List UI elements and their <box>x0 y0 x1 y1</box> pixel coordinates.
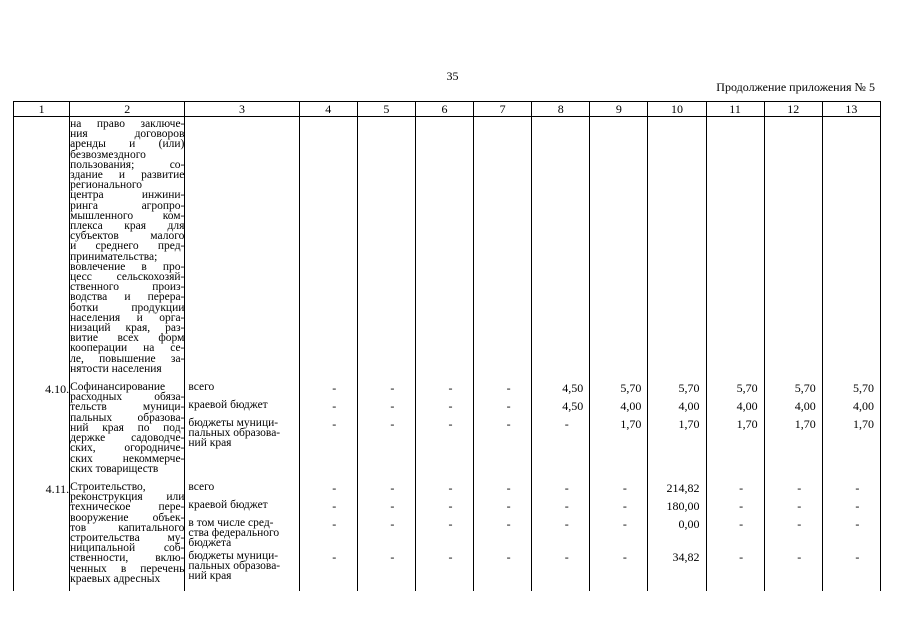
cell-value: - <box>622 498 627 513</box>
spacer-cell <box>299 474 357 482</box>
carry-over-line: мышленного ком- <box>70 209 185 222</box>
carry-over-line: центра инжини- <box>70 189 185 202</box>
cell-value: - <box>797 549 802 564</box>
carry-over-line: здание и развитие <box>70 169 185 182</box>
value-column-5 <box>357 482 415 591</box>
cell-value: 1,70 <box>678 417 700 432</box>
spacer-cell <box>357 374 415 382</box>
value-column-7 <box>474 382 532 474</box>
activity-index: 4.10. <box>14 382 70 474</box>
funding-source-label: ства федерального <box>188 527 280 540</box>
column-header-3: 3 <box>185 102 299 117</box>
funding-source <box>185 551 298 591</box>
cell-value: - <box>506 417 511 432</box>
column-header-13: 13 <box>822 102 880 117</box>
activity-name-line: ственности, вклю- <box>70 552 185 565</box>
value-column-12 <box>764 382 822 474</box>
carry-over-line: пользования; со- <box>70 158 185 171</box>
cell-value: - <box>739 480 744 495</box>
cell-value: - <box>448 399 453 414</box>
spacer-cell <box>415 474 473 482</box>
activity-name-line: ских товариществ <box>70 462 159 475</box>
column-header-12: 12 <box>764 102 822 117</box>
cell-value: - <box>564 549 569 564</box>
spacer-cell <box>590 474 648 482</box>
cell-value: - <box>390 381 395 396</box>
cell-value: - <box>622 549 627 564</box>
carry-over-line: населения и орга- <box>70 311 185 324</box>
value-column-4 <box>299 482 357 591</box>
carry-over-line: аренды и (или) <box>70 138 185 151</box>
spacer-cell <box>357 474 415 482</box>
cell-value: - <box>797 498 802 513</box>
cell-value: - <box>797 516 802 531</box>
carry-over-line: водства и перера- <box>70 291 185 304</box>
activity-name-line: краевых адресных <box>70 572 161 585</box>
page-number: 35 <box>446 69 459 83</box>
cell-value: - <box>332 549 337 564</box>
carry-over-line: субъектов малого <box>70 230 185 243</box>
cell-value: - <box>506 498 511 513</box>
activity-name-line: строительства му- <box>70 531 185 544</box>
activity-name-line: техническое пере- <box>70 501 185 514</box>
cell-value: - <box>448 498 453 513</box>
activity-name-line: вооружение объек- <box>70 511 185 524</box>
activity-row <box>14 482 881 591</box>
cell-value: - <box>739 498 744 513</box>
cell-value: - <box>390 549 395 564</box>
spacer-cell <box>299 374 357 382</box>
cell-value: 5,70 <box>736 381 758 396</box>
value-column-12 <box>764 482 822 591</box>
cell-value: - <box>506 480 511 495</box>
funding-source-column <box>185 482 299 591</box>
cell-value: 34,82 <box>672 549 700 564</box>
carry-over-line: цесс сельскохозяй- <box>70 271 185 284</box>
activity-name-line: держке садоводче- <box>70 432 185 445</box>
cell-value: 4,00 <box>794 399 816 414</box>
carry-over-line: и среднего пред- <box>70 240 185 253</box>
carry-over-empty-cell <box>474 117 532 375</box>
carry-over-line: низаций края, раз- <box>70 322 185 335</box>
funding-source <box>185 400 298 418</box>
cell-value: - <box>855 549 860 564</box>
value-column-8 <box>532 382 590 474</box>
value-column-8 <box>532 482 590 591</box>
cell-value: - <box>797 480 802 495</box>
column-header-4: 4 <box>299 102 357 117</box>
cell-value: - <box>739 516 744 531</box>
cell-value: - <box>506 381 511 396</box>
funding-source-label: в том числе сред- <box>188 516 274 529</box>
cell-value: - <box>332 480 337 495</box>
value-column-11 <box>706 482 764 591</box>
cell-value: 1,70 <box>794 417 816 432</box>
cell-value: - <box>448 480 453 495</box>
cell-value: - <box>506 399 511 414</box>
value-column-7 <box>474 482 532 591</box>
funding-source <box>185 518 298 551</box>
carry-over-line: ботки продукции <box>70 301 185 314</box>
cell-value: - <box>855 516 860 531</box>
funding-source <box>185 500 298 518</box>
activity-name-line: ний края по под- <box>70 421 185 434</box>
carry-over-line: вовлечение в про- <box>70 260 185 273</box>
cell-value: - <box>390 498 395 513</box>
cell-value: 214,82 <box>666 480 700 495</box>
spacer-cell <box>474 474 532 482</box>
carry-over-line: безвозмездного <box>70 148 146 161</box>
value-column-9 <box>590 482 648 591</box>
funding-source-column <box>185 382 299 474</box>
carry-over-line: нятости населения <box>70 362 162 375</box>
cell-value: 1,70 <box>736 417 758 432</box>
funding-source-label: всего <box>188 480 215 493</box>
activity-name-line: ских некоммерче- <box>70 452 185 465</box>
cell-value: 180,00 <box>666 498 700 513</box>
cell-value: - <box>506 549 511 564</box>
funding-source-label: бюджеты муници- <box>188 549 279 562</box>
carry-over-empty-cell <box>590 117 648 375</box>
cell-value: 1,70 <box>620 417 642 432</box>
funding-source-label: пальных образова- <box>188 427 281 440</box>
table-body <box>14 117 881 591</box>
value-column-13 <box>822 382 880 474</box>
cell-value: - <box>332 498 337 513</box>
activity-name-line: Строительство, <box>70 480 146 493</box>
cell-value: - <box>564 417 569 432</box>
cell-value: 4,00 <box>620 399 642 414</box>
activity-name-line: Софинансирование <box>70 381 166 394</box>
cell-value: 4,50 <box>562 399 584 414</box>
spacer-cell <box>14 474 70 482</box>
funding-source-label: ний края <box>188 437 232 450</box>
carry-over-empty-cell <box>648 117 706 375</box>
activity-name <box>70 382 185 474</box>
column-header-8: 8 <box>532 102 590 117</box>
carry-over-line: принимательства; <box>70 250 158 263</box>
carry-over-index-cell <box>14 117 70 375</box>
cell-value: 5,70 <box>853 381 874 396</box>
cell-value: - <box>448 516 453 531</box>
activity-name-line: реконструкция или <box>70 491 185 504</box>
funding-source-label: краевой бюджет <box>188 399 268 412</box>
activity-row <box>14 382 881 474</box>
column-header-1: 1 <box>14 102 70 117</box>
column-header-6: 6 <box>415 102 473 117</box>
carry-over-description <box>70 117 185 375</box>
activity-name-line: ских, огородниче- <box>70 442 185 455</box>
activity-name-line: ченных в перечень <box>70 562 185 575</box>
funding-source-label: всего <box>188 381 215 394</box>
cell-value: 5,70 <box>620 381 642 396</box>
activity-name-line: ниципальной соб- <box>70 542 185 555</box>
value-column-10 <box>648 482 706 591</box>
carry-over-line: витие всех форм <box>70 332 185 345</box>
column-header-2: 2 <box>70 102 185 117</box>
carry-over-line: ственного произ- <box>70 281 185 294</box>
column-header-9: 9 <box>590 102 648 117</box>
column-header-11: 11 <box>706 102 764 117</box>
carry-over-line: плекса края для <box>70 220 185 233</box>
activity-name <box>70 482 185 591</box>
carry-over-empty-cell <box>532 117 590 375</box>
carry-over-empty-cell <box>299 117 357 375</box>
cell-value: - <box>390 516 395 531</box>
carry-over-empty-cell <box>822 117 880 375</box>
value-column-4 <box>299 382 357 474</box>
cell-value: 5,70 <box>678 381 700 396</box>
funding-source-label: бюджета <box>188 537 232 550</box>
activity-name-line: тельств муници- <box>70 401 185 414</box>
carry-over-empty-cell <box>185 117 299 375</box>
activity-name-line: пальных образова- <box>70 411 185 424</box>
cell-value: - <box>448 417 453 432</box>
cell-value: - <box>622 480 627 495</box>
activity-index: 4.11. <box>14 482 70 591</box>
spacer-cell <box>14 374 70 382</box>
activity-name-line: расходных обяза- <box>70 391 185 404</box>
cell-value: 4,00 <box>736 399 758 414</box>
cell-value: - <box>739 549 744 564</box>
carry-over-line: ринга агропро- <box>70 199 185 212</box>
column-header-10: 10 <box>648 102 706 117</box>
cell-value: 0,00 <box>678 516 700 531</box>
cell-value: - <box>448 381 453 396</box>
carry-over-row <box>14 117 881 375</box>
cell-value: 1,70 <box>853 417 874 432</box>
spacer-cell <box>415 374 473 382</box>
value-column-9 <box>590 382 648 474</box>
cell-value: 4,50 <box>562 381 584 396</box>
cell-value: - <box>332 516 337 531</box>
activity-name-line: тов капитального <box>70 521 185 534</box>
funding-source-label: бюджеты муници- <box>188 417 279 430</box>
funding-source <box>185 482 298 500</box>
carry-over-empty-cell <box>764 117 822 375</box>
spacer-cell <box>532 474 590 482</box>
funding-source-label: краевой бюджет <box>188 498 268 511</box>
program-activities-table <box>13 101 881 591</box>
cell-value: - <box>390 417 395 432</box>
value-column-11 <box>706 382 764 474</box>
cell-value: - <box>332 417 337 432</box>
carry-over-line: ле, повышение за- <box>70 352 185 365</box>
value-column-13 <box>822 482 880 591</box>
cell-value: - <box>448 549 453 564</box>
funding-source-label: пальных образова- <box>188 560 281 573</box>
value-column-5 <box>357 382 415 474</box>
cell-value: - <box>564 480 569 495</box>
cell-value: - <box>564 498 569 513</box>
funding-source-label: ний края <box>188 570 232 583</box>
carry-over-line: регионального <box>70 179 143 192</box>
carry-over-line: ния договоров <box>70 128 185 141</box>
spacer-cell <box>764 474 822 482</box>
cell-value: 4,00 <box>678 399 700 414</box>
cell-value: - <box>855 498 860 513</box>
column-number-header-row <box>14 102 881 117</box>
value-column-6 <box>415 382 473 474</box>
cell-value: - <box>390 480 395 495</box>
spacer-cell <box>706 474 764 482</box>
carry-over-line: на право заключе- <box>70 118 185 130</box>
funding-source <box>185 382 298 400</box>
cell-value: 4,00 <box>853 399 874 414</box>
column-header-7: 7 <box>474 102 532 117</box>
value-column-6 <box>415 482 473 591</box>
cell-value: - <box>332 399 337 414</box>
spacer-cell <box>822 474 880 482</box>
spacer-cell <box>474 374 532 382</box>
column-header-5: 5 <box>357 102 415 117</box>
cell-value: - <box>564 516 569 531</box>
carry-over-empty-cell <box>357 117 415 375</box>
carry-over-empty-cell <box>706 117 764 375</box>
cell-value: - <box>855 480 860 495</box>
cell-value: 5,70 <box>794 381 816 396</box>
cell-value: - <box>332 381 337 396</box>
value-column-10 <box>648 382 706 474</box>
cell-value: - <box>506 516 511 531</box>
funding-source <box>185 418 298 458</box>
carry-over-line: кооперации на се- <box>70 342 185 355</box>
carry-over-empty-cell <box>415 117 473 375</box>
appendix-continuation-label: Продолжение приложения № 5 <box>716 80 875 94</box>
cell-value: - <box>622 516 627 531</box>
cell-value: - <box>390 399 395 414</box>
